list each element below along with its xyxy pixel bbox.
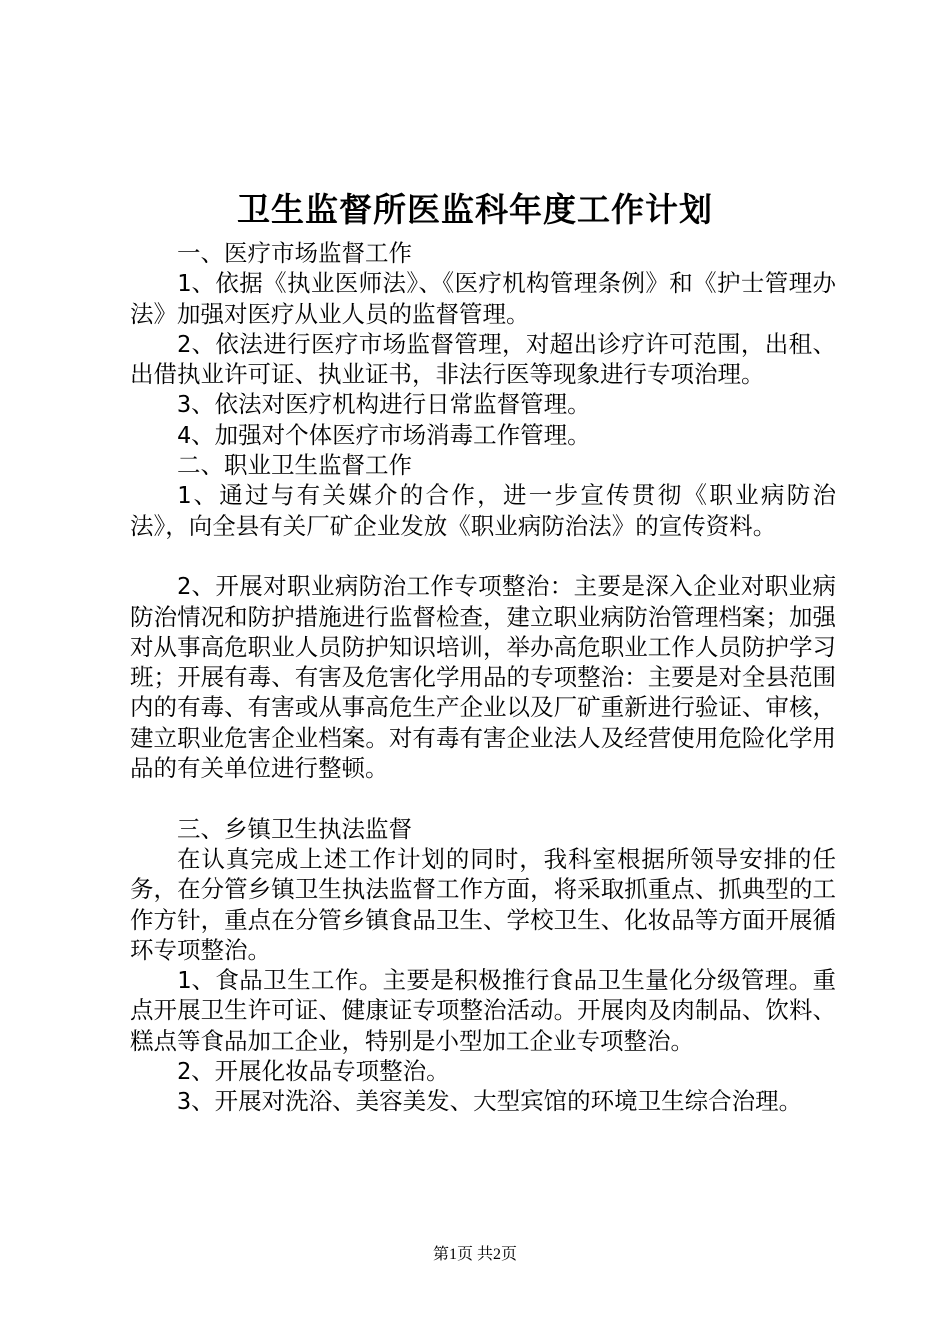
- paragraph-spacer: [130, 541, 836, 571]
- paragraph-township-intro: 在认真完成上述工作计划的同时，我科室根据所领导安排的任务，在分管乡镇卫生执法监督工作方面，将采取抓重点、抓典型的工作方针，重点在分管乡镇食品卫生、学校卫生、化妆品等方面开展循环专项整治。: [130, 844, 836, 964]
- page-footer: 第1页 共2页: [432, 1246, 517, 1263]
- paragraph-township-1: 1、食品卫生工作。主要是积极推行食品卫生量化分级管理。重点开展卫生许可证、健康证专项整治活动。开展肉及肉制品、饮料、糕点等食品加工企业，特别是小型加工企业专项整治。: [130, 966, 836, 1055]
- document-body: [130, 238, 836, 1117]
- document-title: 卫生监督所医监科年度工作计划: [237, 190, 713, 229]
- paragraph-township-2: 2、开展化妆品专项整治。: [177, 1057, 450, 1086]
- section-heading-occupational-health: 二、职业卫生监督工作: [177, 451, 412, 480]
- section-heading-medical-market: 一、医疗市场监督工作: [177, 239, 412, 267]
- paragraph-occupational-2: 2、开展对职业病防治工作专项整治：主要是深入企业对职业病防治情况和防护措施进行监督检查，建立职业病防治管理档案；加强对从事高危职业人员防护知识培训，举办高危职业工作人员防护学习班；开展有毒、有害及危害化学用品的专项整治：主要是对全县范围内的有毒、有害或从事高危生产企业以及厂矿重新进行验证、审核，建立职业危害企业档案。对有毒有害企业法人及经营使用危险化学用品的有关单位进行整顿。: [130, 572, 836, 783]
- paragraph-medical-4: 4、加强对个体医疗市场消毒工作管理。: [177, 420, 591, 449]
- paragraph-township-3: 3、开展对洗浴、美容美发、大型宾馆的环境卫生综合治理。: [177, 1087, 803, 1116]
- section-heading-township-enforcement: 三、乡镇卫生执法监督: [177, 814, 412, 843]
- paragraph-medical-1: 1、依据《执业医师法》、《医疗机构管理条例》和《护士管理办法》加强对医疗从业人员的监督管理。: [130, 269, 836, 328]
- paragraph-medical-2: 2、依法进行医疗市场监督管理，对超出诊疗许可范围，出租、出借执业许可证、执业证书，非法行医等现象进行专项治理。: [130, 329, 836, 389]
- paragraph-occupational-1: 1、通过与有关媒介的合作，进一步宣传贯彻《职业病防治法》，向全县有关厂矿企业发放《职业病防治法》的宣传资料。: [130, 481, 836, 540]
- paragraph-medical-3: 3、依法对医疗机构进行日常监督管理。: [177, 390, 591, 419]
- paragraph-spacer: [130, 783, 836, 813]
